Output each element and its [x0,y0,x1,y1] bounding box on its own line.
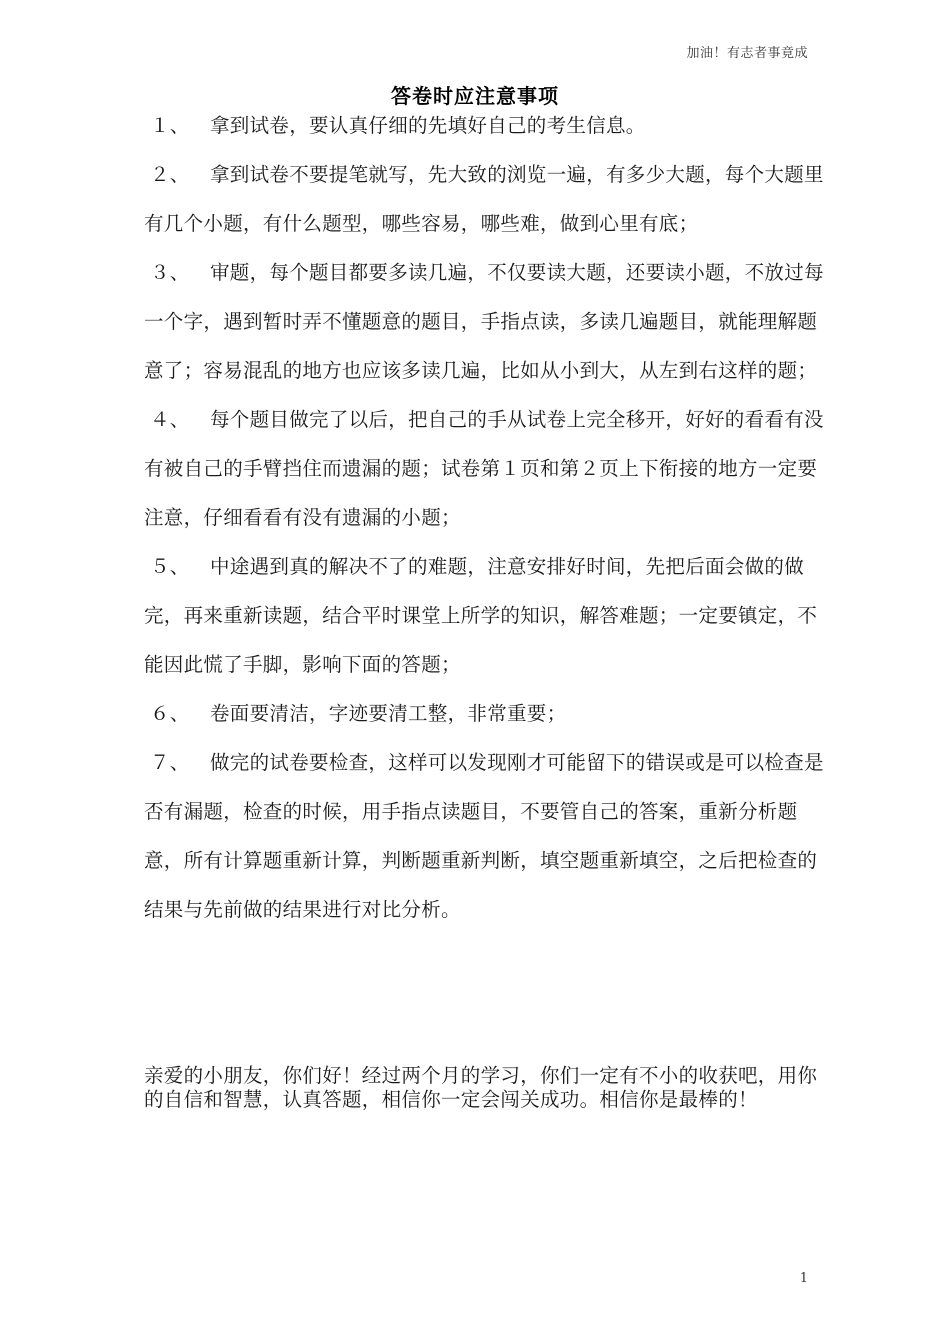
header-motto: 加油！有志者事竟成 [686,46,808,61]
item-number: ４、 [150,408,190,431]
item-text: 审题，每个题目都要多读几遍，不仅要读大题，还要读小题，不放过每一个字，遇到暂时弄不懂题意的题目，手指点读，多读几遍题目，就能理解题意了；容易混乱的地方也应该多读几遍，比如从小到大，从左到右这样的题； [144,261,824,382]
item-number: ６、 [150,702,190,725]
item-text: 中途遇到真的解决不了的难题，注意安排好时间，先把后面会做的做完，再来重新读题，结合平时课堂上所学的知识，解答难题；一定要镇定，不能因此慌了手脚，影响下面的答题； [144,555,818,676]
list-item [144,689,824,738]
closing-message: 亲爱的小朋友，你们好！经过两个月的学习，你们一定有不小的收获吧，用你的自信和智慧，认真答题，相信你一定会闯关成功。相信你是最棒的！ [144,1064,818,1111]
list-item [144,738,824,934]
list-item [144,101,824,150]
notes-list [144,101,824,934]
list-item [144,395,824,542]
item-text: 每个题目做完了以后，把自己的手从试卷上完全移开，好好的看看有没有被自己的手臂挡住而遗漏的题；试卷第１页和第２页上下衔接的地方一定要注意，仔细看看有没有遗漏的小题； [144,408,824,529]
item-text: 拿到试卷，要认真仔细的先填好自己的考生信息。 [210,114,646,137]
item-text: 做完的试卷要检查，这样可以发现刚才可能留下的错误或是可以检查是否有漏题，检查的时候，用手指点读题目，不要管自己的答案，重新分析题意，所有计算题重新计算，判断题重新判断，填空题重新填空，之后把检查的结果与先前做的结果进行对比分析。 [144,751,824,921]
list-item [144,542,824,689]
item-number: ５、 [150,555,190,578]
item-number: ７、 [150,751,190,774]
item-number: １、 [150,114,190,137]
list-item [144,150,824,248]
item-number: ３、 [150,261,190,284]
page-number: 1 [799,1271,808,1286]
item-text: 卷面要清洁，字迹要清工整，非常重要； [210,702,567,725]
item-number: ２、 [150,163,190,186]
list-item [144,248,824,395]
page-title: 答卷时应注意事项 [391,84,559,108]
item-text: 拿到试卷不要提笔就写，先大致的浏览一遍，有多少大题，每个大题里有几个小题，有什么题型，哪些容易，哪些难，做到心里有底； [144,163,824,235]
